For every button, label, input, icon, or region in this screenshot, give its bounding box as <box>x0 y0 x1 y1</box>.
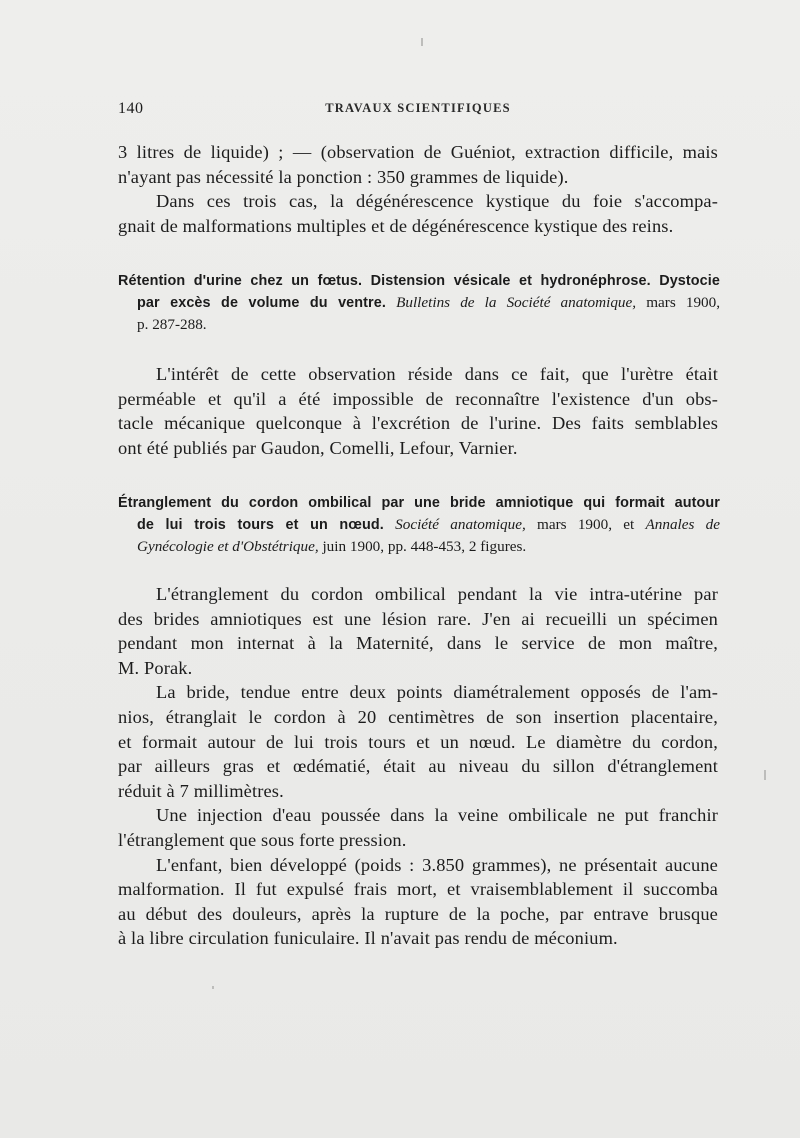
reference-entry <box>118 492 720 558</box>
reference-date: mars 1900, et <box>537 516 635 533</box>
reference-date: mars 1900, <box>646 294 721 311</box>
reference-journal: Société anatomique, <box>395 516 526 533</box>
text-line: L'enfant, bien développé (poids : 3.850 grammes), ne présentait aucune <box>156 854 718 875</box>
reference-title-line <box>118 492 720 514</box>
text-line: n'ayant pas nécessité la ponction : 350 grammes de liquide). <box>118 166 569 187</box>
reference-title: par excès de volume du ventre. <box>137 295 386 311</box>
scan-speck <box>764 770 766 780</box>
paragraph <box>118 189 718 238</box>
paragraph <box>118 582 718 680</box>
text-line: gnait de malformations multiples et de dégénérescence kystique des reins. <box>118 215 674 236</box>
text-line: et formait autour de lui trois tours et un nœud. Le diamètre du cordon, <box>118 731 718 752</box>
text-line: tacle mécanique quelconque à l'excrétion de l'urine. Des faits semblables <box>118 413 718 434</box>
text-line: L'étranglement du cordon ombilical pendant la vie intra-utérine par <box>156 584 718 604</box>
text-line: 3 litres de liquide) ; — (observation de Guéniot, extraction difficile, mais <box>118 142 718 162</box>
reference-line <box>118 514 720 536</box>
page-header <box>118 100 718 120</box>
text-line: La bride, tendue entre deux points diamétralement opposés de l'am- <box>156 682 718 703</box>
text-line: perméable et qu'il a été impossible de reconnaître l'existence d'un obs- <box>118 388 718 409</box>
scan-speck <box>421 38 423 46</box>
text-line: nios, étranglait le cordon à 20 centimètres de son insertion placentaire, <box>118 706 718 727</box>
reference-title: de lui trois tours et un nœud. <box>137 517 384 533</box>
scan-speck <box>212 986 214 989</box>
reference-line <box>118 536 720 558</box>
text-line: malformation. Il fut expulsé frais mort, et vraisemblablement il succomba <box>118 879 718 900</box>
paragraph <box>118 140 718 189</box>
page-number: 140 <box>118 100 144 117</box>
reference-title-line <box>118 270 720 292</box>
reference-journal: Bulletins de la Société anatomique, <box>396 294 637 311</box>
reference-journal: Gynécologie et d'Obstétrique, <box>137 538 319 555</box>
reference-pages: p. 287-288. <box>137 316 207 333</box>
paragraph-observation <box>118 362 718 460</box>
reference-entry <box>118 270 720 336</box>
text-line: des brides amniotiques est une lésion rare. J'en ai recueilli un spécimen <box>118 608 718 629</box>
text-line: au début des douleurs, après la rupture de la poche, par entrave brusque <box>118 903 718 924</box>
reference-title: Étranglement du cordon ombilical par une bride amniotique qui formait autour <box>118 495 720 511</box>
paragraph-group-case <box>118 582 718 951</box>
reference-journal: Annales de <box>645 516 721 533</box>
text-line: L'intérêt de cette observation réside dans ce fait, que l'urètre était <box>156 364 718 384</box>
paragraph-group-intro <box>118 140 718 238</box>
reference-title: Rétention d'urine chez un fœtus. Distension vésicale et hydronéphrose. Dystocie <box>118 273 720 289</box>
text-line: Dans ces trois cas, la dégénérescence kystique du foie s'accompa- <box>156 191 718 212</box>
paragraph <box>118 853 718 951</box>
reference-line <box>118 292 720 314</box>
text-line: M. Porak. <box>118 657 193 678</box>
text-line: ont été publiés par Gaudon, Comelli, Lefour, Varnier. <box>118 437 518 458</box>
running-title: TRAVAUX SCIENTIFIQUES <box>325 101 511 115</box>
text-line: pendant mon internat à la Maternité, dans le service de mon maître, <box>118 633 718 654</box>
reference-tail: juin 1900, pp. 448-453, 2 figures. <box>322 538 527 555</box>
text-line: réduit à 7 millimètres. <box>118 780 284 801</box>
text-line: Une injection d'eau poussée dans la veine ombilicale ne put franchir <box>156 805 718 826</box>
paragraph <box>118 680 718 803</box>
text-line: par ailleurs gras et œdématié, était au niveau du sillon d'étranglement <box>118 756 718 777</box>
text-line: l'étranglement que sous forte pression. <box>118 829 407 850</box>
text-line: à la libre circulation funiculaire. Il n'avait pas rendu de méconium. <box>118 928 618 949</box>
paragraph <box>118 803 718 852</box>
